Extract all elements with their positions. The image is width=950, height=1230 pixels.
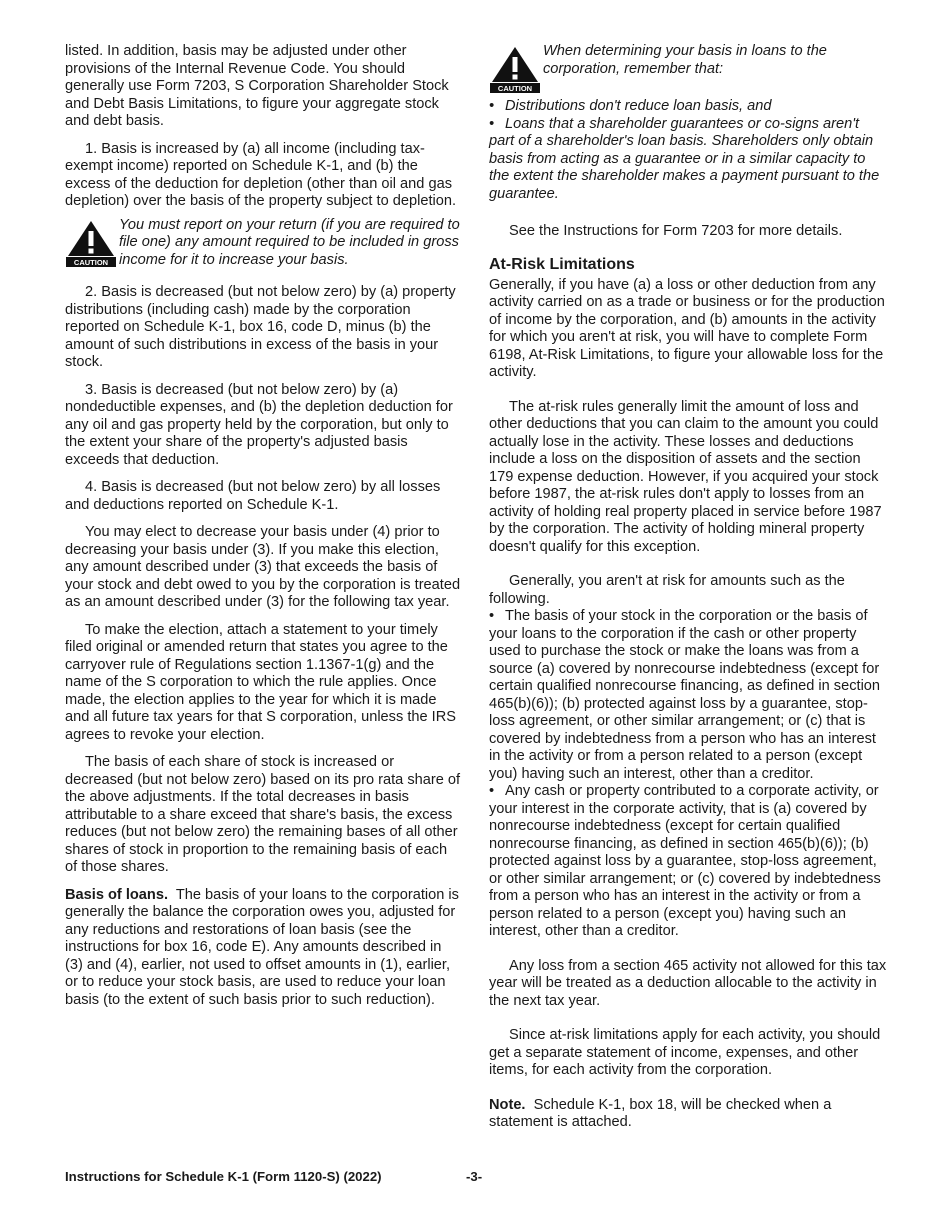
- paragraph-text: The basis of your loans to the corporation is generally the balance the corporation owes you, adjusted for any reductions and restorations of loan basis (see the instructions for box 16, code E). Any amounts described in (3) and (4), earlier, not used to offset amounts in (1), earlier, or to reduce your stock basis, are used to reduce your loan basis (to the extent of such basis prior to such reduction).: [65, 886, 459, 1008]
- list-item: • Any cash or property contributed to a corporate activity, or your interest in the corporate activity, that is (a) covered by nonrecourse indebtedness (except for certain qualified nonrecourse financing, as defined in section 465(b)(6)); (b) protected against loss by a guarantee, stop-loss agreement, or other similar arrangement; or (c) covered by indebtedness from a person who has an interest in the activity or from a person related to a person (except you) having such an interest, other than a creditor.: [489, 783, 887, 941]
- run-in-heading: Basis of loans.: [65, 886, 168, 903]
- caution-box: [489, 43, 887, 93]
- paragraph-text: Schedule K-1, box 18, will be checked when a statement is attached.: [489, 1096, 832, 1130]
- paragraph: You may elect to decrease your basis under (4) prior to decreasing your basis under (3). If you make this election, any amount described under (3) that exceeds the basis of your stock and debt owed to you by the corporation is treated as an amount described under (3) for the following tax year.: [65, 524, 461, 610]
- list-item: • Distributions don't reduce loan basis, and: [489, 98, 887, 116]
- run-in-heading: Note.: [489, 1096, 526, 1113]
- paragraph: listed. In addition, basis may be adjusted under other provisions of the Internal Revenue Code. You should generally use Form 7203, S Corporation Shareholder Stock and Debt Basis Limitations, to figure your aggregate stock and debt basis.: [65, 43, 449, 129]
- paragraph: To make the election, attach a statement to your timely filed original or amended return that states you agree to the carryover rule of Regulations section 1.1367-1(g) and the name of the S corporation to which the rule applies. Once made, the election applies to the year for which it is made and all future tax years for that S corporation, unless the IRS agrees to revoke your election.: [65, 621, 456, 743]
- paragraph: Generally, if you have (a) a loss or other deduction from any activity carried on as a trade or business or for the production of income by the corporation, and (b) amounts in the activity for which you aren't at risk, you will have to complete Form 6198, At-Risk Limitations, to figure your allowable loss for the activity.: [489, 276, 885, 380]
- caution-text: When determining your basis in loans to the corporation, remember that:: [543, 43, 827, 77]
- caution-box: [65, 217, 463, 270]
- paragraph: Any loss from a section 465 activity not allowed for this tax year will be treated as a deduction allocable to the activity in the next tax year.: [489, 957, 887, 1009]
- paragraph: See the Instructions for Form 7203 for more details.: [509, 223, 843, 239]
- left-column: [65, 43, 463, 1019]
- caution-icon-label: CAUTION: [73, 257, 109, 267]
- footer-title: Instructions for Schedule K-1 (Form 1120-S) (2022): [65, 1169, 382, 1184]
- basis-rule-4: 4. Basis is decreased (but not below zero) by all losses and deductions reported on Schedule K-1.: [65, 479, 441, 513]
- basis-rule-3: 3. Basis is decreased (but not below zero) by (a) nondeductible expenses, and (b) the depletion deduction for any oil and gas property held by the corporation, but only to the extent your share of the property's adjusted basis exceeds that deduction.: [65, 381, 453, 468]
- paragraph: Generally, you aren't at risk for amounts such as the following.: [489, 573, 845, 607]
- list-item: • The basis of your stock in the corporation or the basis of your loans to the corporation if the cash or other property used to purchase the stock or make the loans was from a source (a) covered by nonrecourse indebtedness (except for certain qualified nonrecourse financing, as defined in section 465(b)(6)); (b) protected against loss by a guarantee, stop-loss agreement, or other similar arrangement; or (c) that is covered by indebtedness from a person who has an interest in the activity or from a person related to a person (except you) having such an interest, other than a creditor.: [489, 608, 887, 783]
- basis-rule-1: 1. Basis is increased by (a) all income (including tax-exempt income) reported on Schedule K-1, and (b) the excess of the deduction for depletion (other than oil and gas depletion) over the basis of the property subject to depletion.: [65, 140, 457, 209]
- paragraph: Since at-risk limitations apply for each activity, you should get a separate statement of income, expenses, and other items, for each activity from the corporation.: [489, 1027, 881, 1078]
- paragraph: The basis of each share of stock is increased or decreased (but not below zero) based on its pro rata share of the above adjustments. If the total decreases in basis attributable to a share exceed that share's basis, the excess reduces (but not below zero) the remaining bases of all other shares of stock in proportion to the remaining basis of each of those shares.: [65, 754, 461, 875]
- note-paragraph: [489, 1097, 887, 1132]
- caution-icon: [65, 219, 117, 267]
- right-column: [489, 43, 887, 1142]
- list-item: • Loans that a shareholder guarantees or co-signs aren't part of a shareholder's loan basis. Shareholders only obtain basis from acting as a guarantee or in a similar capacity to the extent the shareholder makes a payment pursuant to the guarantee.: [489, 116, 887, 204]
- caution-icon-label: CAUTION: [497, 84, 533, 93]
- basis-rule-2: 2. Basis is decreased (but not below zero) by (a) property distributions (including cash) made by the corporation reported on Schedule K-1, box 16, code D, minus (b) the amount of such distributions in excess of the basis in your stock.: [65, 284, 456, 370]
- caution-text: You must report on your return (if you are required to file one) any amount required to be included in gross income for it to increase your basis.: [119, 216, 460, 268]
- basis-of-loans-paragraph: [65, 887, 463, 1010]
- caution-bullet-list: [489, 98, 887, 203]
- section-heading: At-Risk Limitations: [489, 255, 635, 273]
- paragraph: The at-risk rules generally limit the amount of loss and other deductions that you can claim to the amount you could actually lose in the activity. These losses and deductions include a loss on the disposition of assets and the section 179 expense deduction. However, if you acquired your stock before 1987, the at-risk rules don't apply to losses from an activity of holding real property placed in service before 1987 by the corporation. The activity of holding mineral property doesn't qualify for this exception.: [489, 398, 882, 555]
- caution-icon: [489, 45, 541, 93]
- page-number: -3-: [466, 1169, 483, 1184]
